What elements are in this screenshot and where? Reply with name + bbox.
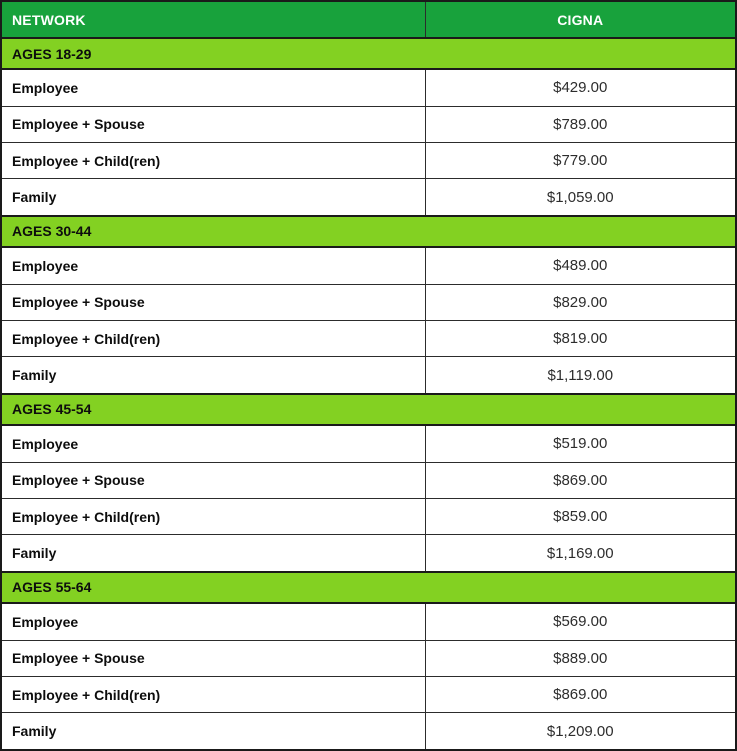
plan-tier-label: Employee + Child(ren) [1,142,425,178]
table-row [1,106,736,142]
age-band-header: AGES 55-64 [1,572,736,603]
table-row [1,603,736,640]
table-row [1,425,736,462]
table-row [1,713,736,750]
table-row [1,357,736,394]
plan-tier-label: Employee + Child(ren) [1,320,425,356]
age-band-row [1,572,736,603]
table-row [1,498,736,534]
table-row [1,676,736,712]
plan-tier-label: Employee [1,247,425,284]
plan-price: $859.00 [425,498,736,534]
table-row [1,284,736,320]
age-band-row [1,216,736,247]
table-row [1,535,736,572]
table-row [1,320,736,356]
table-row [1,462,736,498]
plan-tier-label: Employee + Child(ren) [1,498,425,534]
age-band-header: AGES 45-54 [1,394,736,425]
table-row [1,69,736,106]
column-header-network: NETWORK [1,1,425,38]
plan-tier-label: Family [1,713,425,750]
plan-price: $869.00 [425,676,736,712]
table-row [1,179,736,216]
plan-price: $519.00 [425,425,736,462]
plan-price: $569.00 [425,603,736,640]
plan-tier-label: Employee [1,603,425,640]
table-row [1,247,736,284]
plan-tier-label: Employee + Spouse [1,462,425,498]
plan-price: $889.00 [425,640,736,676]
plan-tier-label: Family [1,179,425,216]
plan-tier-label: Employee [1,69,425,106]
plan-price: $1,209.00 [425,713,736,750]
plan-price: $1,059.00 [425,179,736,216]
plan-price: $1,119.00 [425,357,736,394]
plan-tier-label: Employee + Spouse [1,284,425,320]
age-band-header: AGES 18-29 [1,38,736,69]
plan-price: $829.00 [425,284,736,320]
table-row [1,640,736,676]
plan-price: $819.00 [425,320,736,356]
plan-price: $869.00 [425,462,736,498]
table-row [1,142,736,178]
plan-price: $789.00 [425,106,736,142]
plan-tier-label: Employee + Child(ren) [1,676,425,712]
plan-tier-label: Employee [1,425,425,462]
plan-price: $1,169.00 [425,535,736,572]
plan-price: $429.00 [425,69,736,106]
age-band-row [1,394,736,425]
age-band-header: AGES 30-44 [1,216,736,247]
plan-price: $489.00 [425,247,736,284]
plan-tier-label: Family [1,357,425,394]
plan-tier-label: Employee + Spouse [1,640,425,676]
plan-price: $779.00 [425,142,736,178]
plan-tier-label: Employee + Spouse [1,106,425,142]
column-header-cigna: CIGNA [425,1,736,38]
age-band-row [1,38,736,69]
table-header-row [1,1,736,38]
plan-tier-label: Family [1,535,425,572]
